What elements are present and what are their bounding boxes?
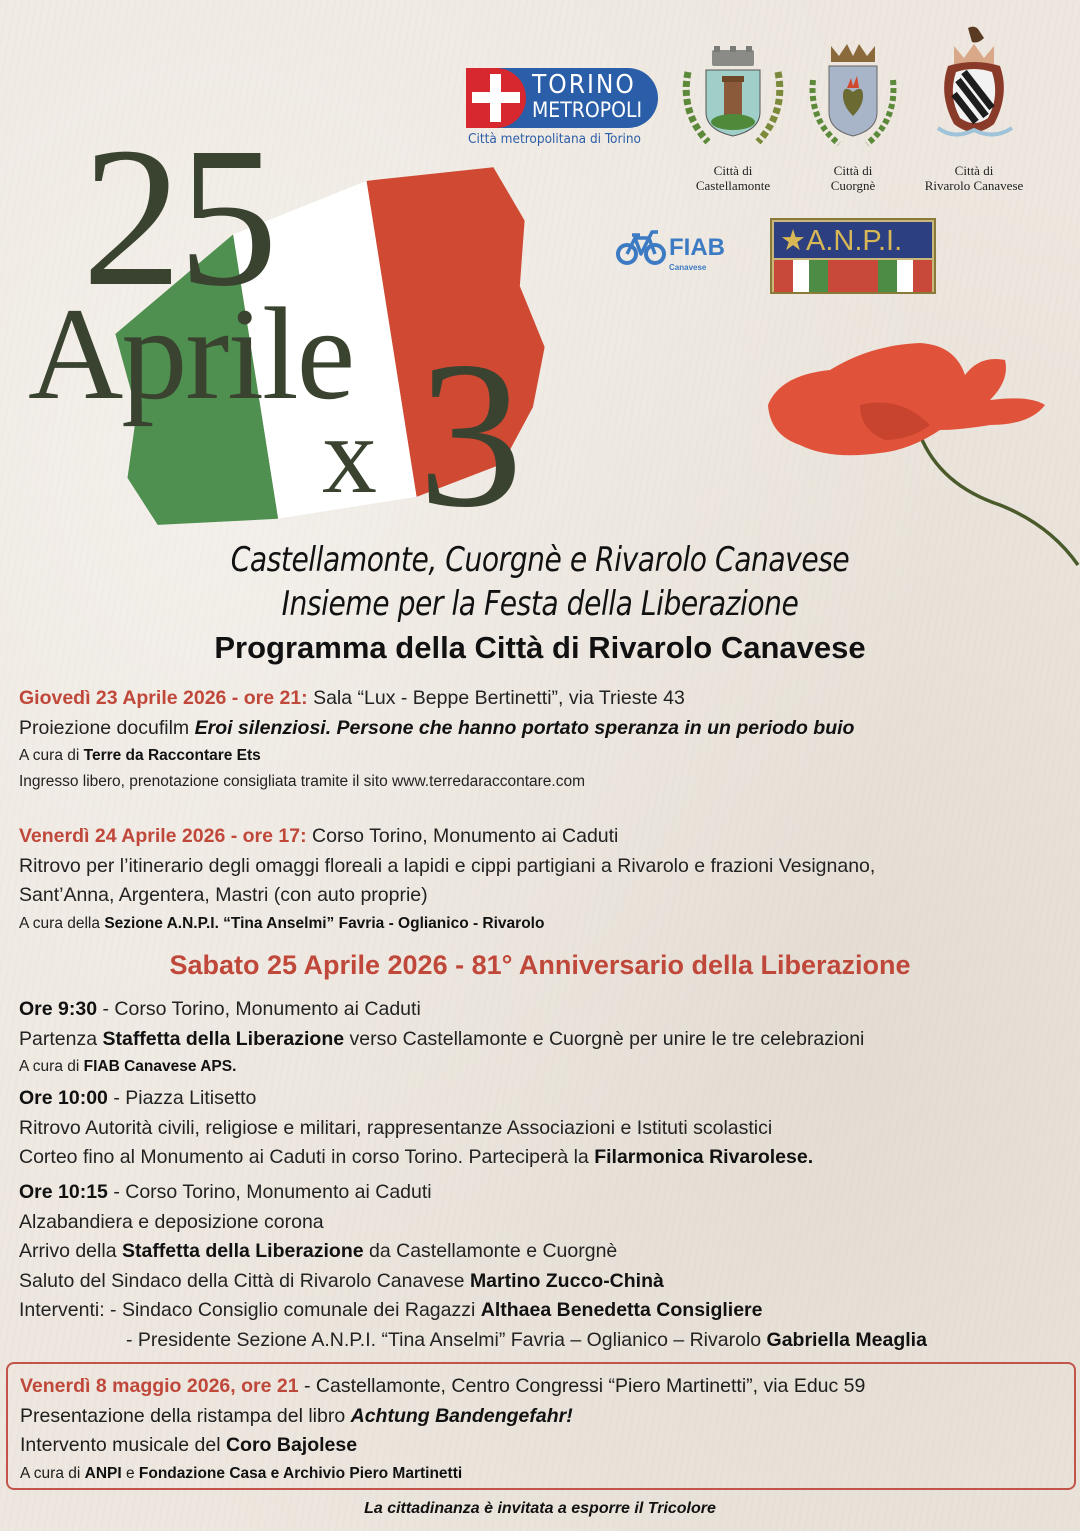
fiab-subtitle: Canavese xyxy=(669,263,707,272)
event-note: Ingresso libero, prenotazione consigliata tramite il sito www.terredaraccontare.com xyxy=(19,773,586,790)
cuorgne-coat-of-arms-icon xyxy=(805,40,901,154)
torino-logo-line1: TORINO xyxy=(532,70,636,100)
anpi-logo xyxy=(770,218,936,294)
hero-day: 25 xyxy=(82,107,274,328)
saturday-item-1000: Ore 10:00 - Piazza Litisetto Ritrovo Autorità civili, religiose e militari, rappresentanze Associazioni e Istituti scolastici Corteo fino al Monumento ai Caduti in corso Torino. Parteciperà la Filarmonica Rivarolese. xyxy=(19,1087,814,1168)
event-header xyxy=(20,1372,1074,1402)
anpi-label: ★A.N.P.I. xyxy=(774,222,932,258)
savoy-cross-icon xyxy=(466,68,526,128)
crest-caption: Città di Rivarolo Canavese xyxy=(924,163,1024,193)
subtitle-towns: Castellamonte, Cuorgnè e Rivarolo Canavese xyxy=(230,540,850,580)
event-curator: A cura di Terre da Raccontare Ets xyxy=(19,747,261,764)
event-date: Giovedì 23 Aprile 2026 - ore 21: xyxy=(19,687,308,709)
hero-three: 3 xyxy=(418,319,523,551)
crest-cuorgne xyxy=(803,40,903,193)
hero-month: Aprile xyxy=(28,280,354,427)
event-time: Ore 10:00 xyxy=(19,1087,108,1109)
torino-metropoli-logo xyxy=(466,68,658,128)
fiab-logo xyxy=(616,230,725,272)
fiab-name: FIAB xyxy=(669,234,725,261)
saturday-item-0930: Ore 9:30 - Corso Torino, Monumento ai Caduti Partenza Staffetta della Liberazione verso Castellamonte e Cuorgnè per unire le tre celebrazioni A cura di FIAB Canavese APS. xyxy=(19,998,865,1075)
castellamonte-coat-of-arms-icon xyxy=(678,42,788,154)
event-date: Venerdì 24 Aprile 2026 - ore 17: xyxy=(19,825,307,847)
footer-note: La cittadinanza è invitata a esporre il Tricolore xyxy=(364,1500,716,1517)
bicycle-icon xyxy=(616,230,666,266)
torino-logo-subtitle: Città metropolitana di Torino xyxy=(468,131,641,147)
film-title: Eroi silenziosi. Persone che hanno portato speranza in un periodo buio xyxy=(194,716,855,739)
event-curator: A cura di ANPI e Fondazione Casa e Archivio Piero Martinetti xyxy=(20,1464,463,1482)
event-description: Proiezione docufilm Eroi silenziosi. Persone che hanno portato speranza in un periodo buio xyxy=(19,716,855,739)
torino-badge xyxy=(466,68,658,128)
torino-logo-line2: METROPOLI xyxy=(532,98,643,122)
crest-caption: Città di Cuorgnè xyxy=(830,163,876,193)
event-place: - Castellamonte, Centro Congressi “Piero Martinetti”, via Educ 59 xyxy=(298,1375,866,1397)
crest-castellamonte xyxy=(676,42,790,193)
crest-caption: Città di Castellamonte xyxy=(695,163,771,193)
event-time: Ore 10:15 xyxy=(19,1181,108,1203)
program-title: Programma della Città di Rivarolo Canavese xyxy=(214,630,866,665)
event-date: Venerdì 8 maggio 2026, ore 21 xyxy=(20,1375,299,1397)
saturday-item-1015: Ore 10:15 - Corso Torino, Monumento ai Caduti Alzabandiera e deposizione corona Arrivo della Staffetta della Liberazione da Castellamonte e Cuorgnè Saluto del Sindaco della Città di Rivarolo Canavese Martino Zucco-Chinà Interventi: - Sindaco Consiglio comunale dei Ragazzi Althaea Benedetta Consigliere - Presidente Sezione A.N.P.I. “Tina Anselmi” Favria – Oglianico – Rivarolo Gabriella Meaglia xyxy=(19,1181,927,1351)
event-friday xyxy=(19,822,1064,937)
subtitle-block xyxy=(0,538,1080,669)
event-thursday xyxy=(19,684,1064,795)
crest-rivarolo xyxy=(912,24,1036,193)
event-time: Ore 9:30 xyxy=(19,998,98,1020)
event-place: Corso Torino, Monumento ai Caduti xyxy=(306,825,619,847)
book-title: Achtung Bandengefahr! xyxy=(350,1404,573,1427)
event-header xyxy=(19,684,1064,714)
event-place: Sala “Lux - Beppe Bertinetti”, via Trieste 43 xyxy=(307,687,685,709)
event-description: Ritrovo per l’itinerario degli omaggi floreali a lapidi e cippi partigiani a Rivarolo e frazioni Vesignano, xyxy=(19,854,876,877)
hero-times: x xyxy=(322,394,377,516)
rivarolo-coat-of-arms-icon xyxy=(924,24,1024,154)
anpi-tricolor-bar xyxy=(774,260,932,292)
event-description: Sant’Anna, Argentera, Mastri (con auto proprie) xyxy=(19,884,428,906)
event-header xyxy=(19,822,1064,852)
event-may-box: Venerdì 8 maggio 2026, ore 21 - Castellamonte, Centro Congressi “Piero Martinetti”, via Educ 59 Presentazione della ristampa del libro Achtung Bandengefahr! Intervento musicale del Coro Bajolese A cura di ANPI e Fondazione Casa e Archivio Piero Martinetti xyxy=(6,1362,1076,1490)
subtitle-festa: Insieme per la Festa della Liberazione xyxy=(281,584,799,624)
saturday-title: Sabato 25 Aprile 2026 - 81° Anniversario della Liberazione xyxy=(169,950,911,980)
event-curator: A cura della Sezione A.N.P.I. “Tina Anselmi” Favria - Oglianico - Rivarolo xyxy=(19,914,545,932)
